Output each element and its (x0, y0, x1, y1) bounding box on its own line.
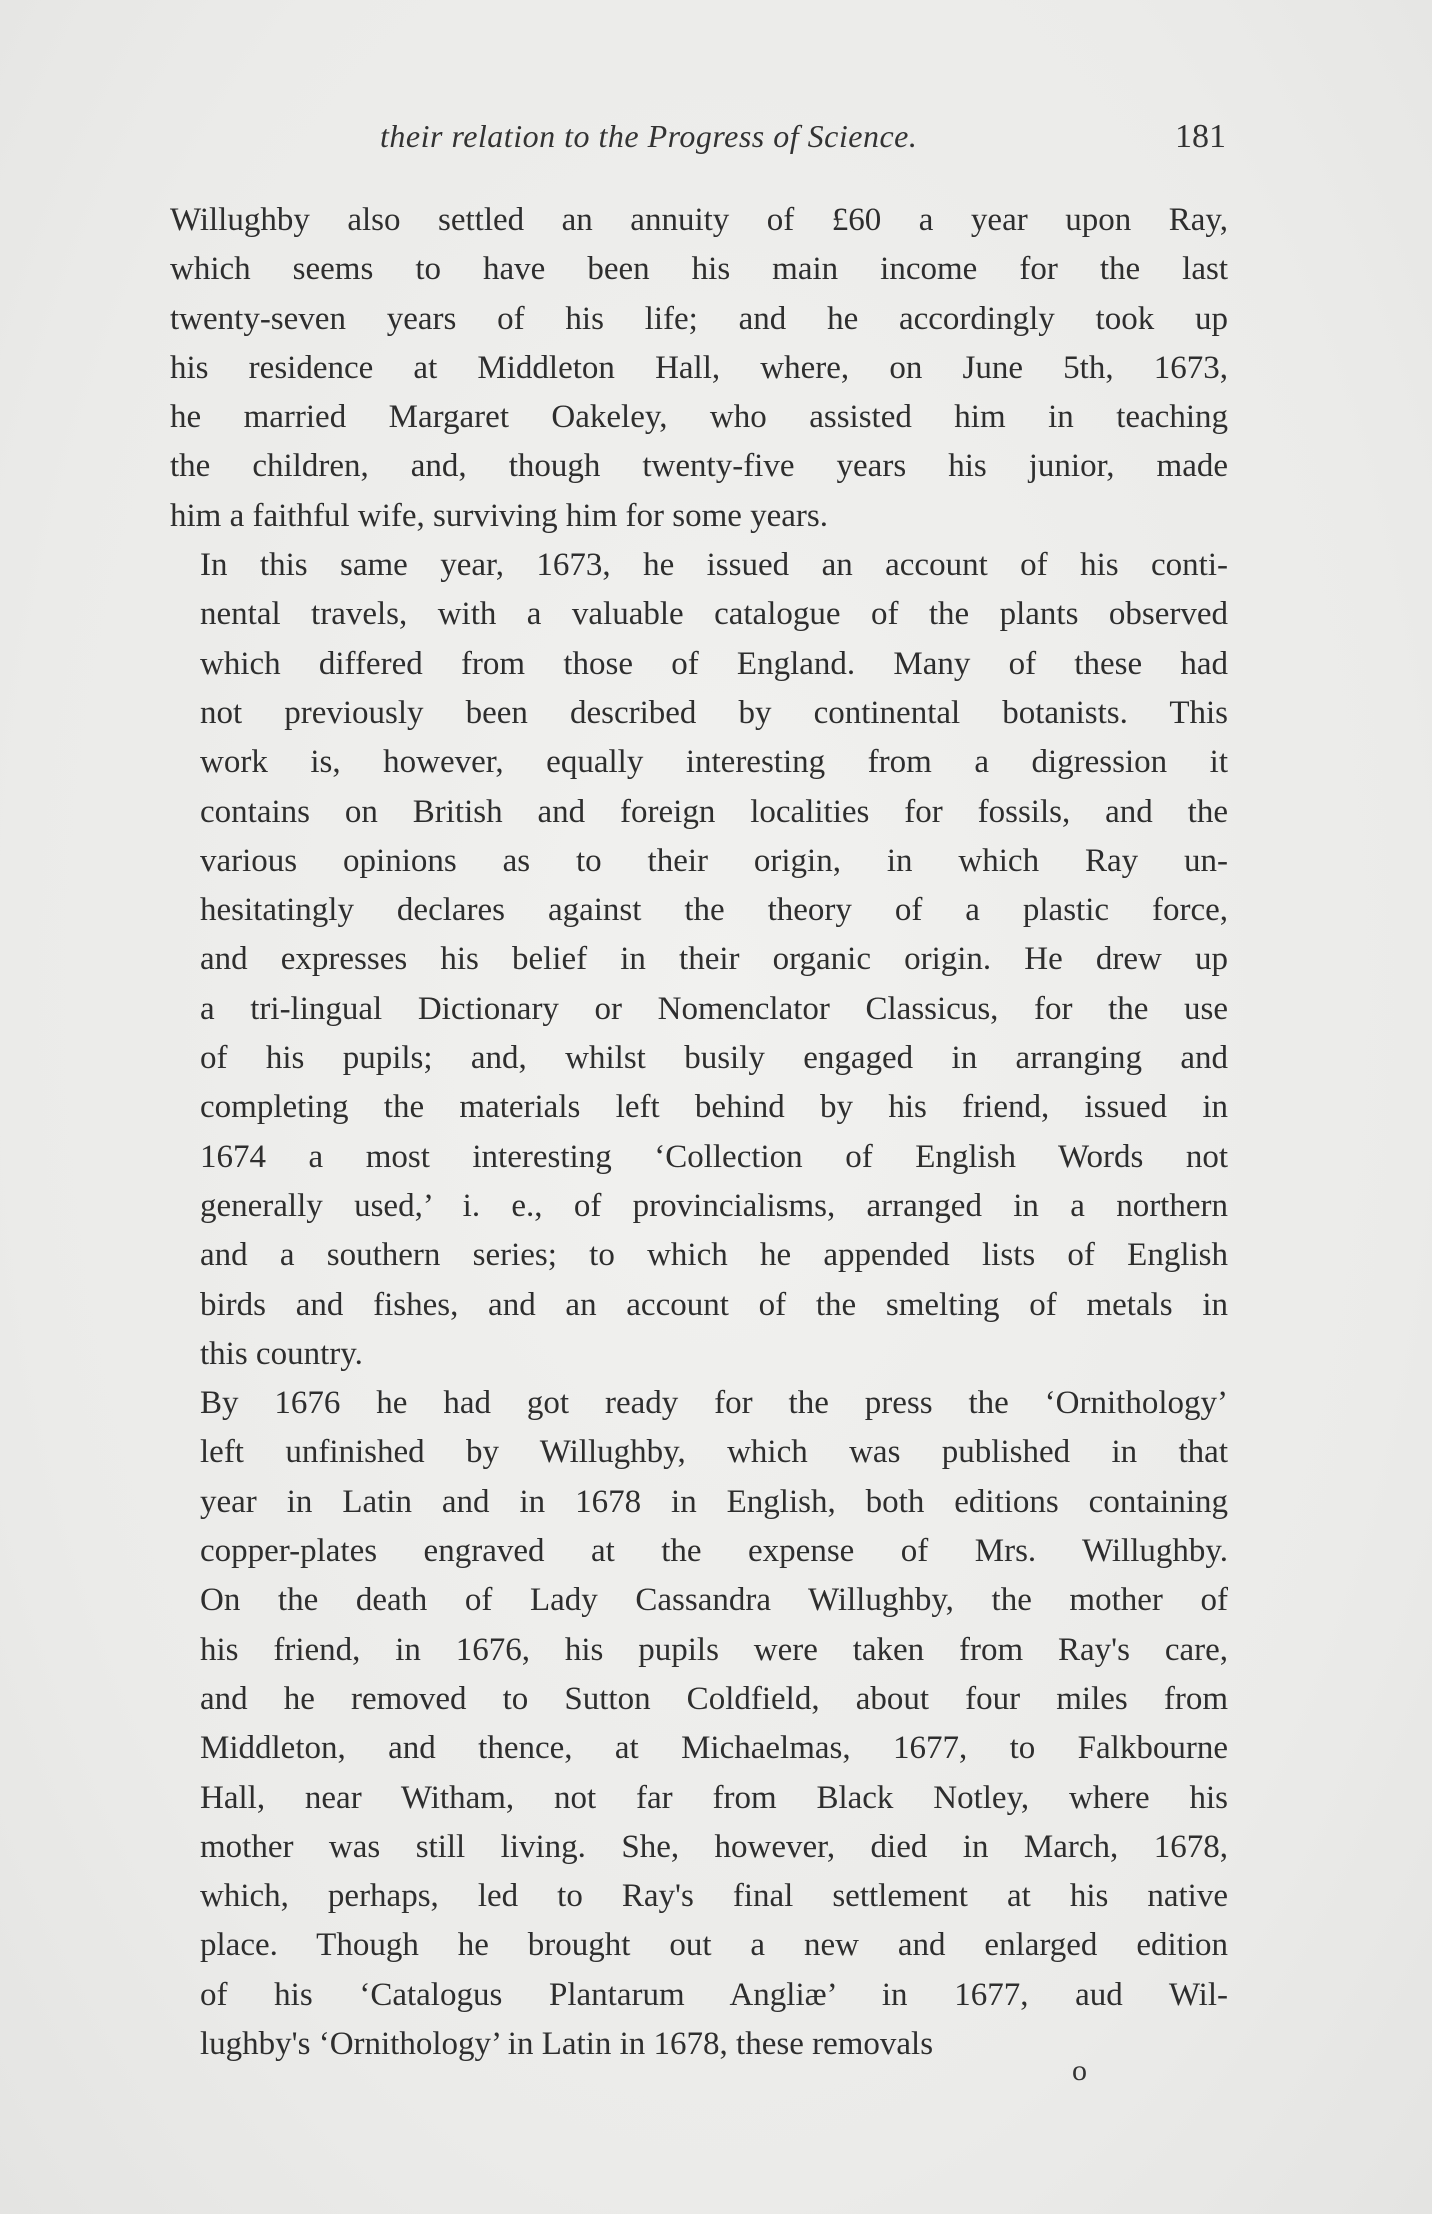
text-line: his friend, in 1676, his pupils were taken from Ray's care, (200, 1631, 1228, 1668)
text-line: nental travels, with a valuable catalogue of the plants observed (200, 596, 1228, 633)
text-line: left unfinished by Willughby, which was published in that (200, 1434, 1228, 1471)
text-line: his residence at Middleton Hall, where, on June 5th, 1673, (170, 349, 1228, 386)
text-line: 1674 a most interesting ‘Collection of English Words not (200, 1138, 1228, 1175)
text-line: not previously been described by continental botanists. This (200, 694, 1228, 731)
text-line: of his ‘Catalogus Plantarum Angliæ’ in 1677, aud Wil- (200, 1976, 1228, 2013)
text-line: of his pupils; and, whilst busily engaged in arranging and (200, 1040, 1228, 1077)
signature-mark: o (1072, 2054, 1087, 2087)
text-line: and a southern series; to which he appended lists of English (200, 1237, 1228, 1274)
text-line: him a faithful wife, surviving him for some years. (170, 497, 829, 534)
text-line: copper-plates engraved at the expense of Mrs. Willughby. (200, 1533, 1228, 1570)
running-title: their relation to the Progress of Science. (380, 118, 918, 154)
text-line: he married Margaret Oakeley, who assisted him in teaching (170, 399, 1228, 436)
paragraph (170, 1379, 1228, 2069)
text-line: Willughby also settled an annuity of £60 a year upon Ray, (170, 202, 1228, 238)
text-line: hesitatingly declares against the theory of a plastic force, (200, 892, 1228, 929)
text-line: a tri-lingual Dictionary or Nomenclator Classicus, for the use (200, 990, 1228, 1027)
text-line: which differed from those of England. Many of these had (200, 645, 1228, 682)
text-line: On the death of Lady Cassandra Willughby, the mother of (200, 1582, 1228, 1619)
text-line: various opinions as to their origin, in which Ray un- (200, 842, 1228, 879)
paragraph (170, 196, 1228, 541)
text-line: and he removed to Sutton Coldfield, about four miles from (200, 1680, 1228, 1717)
page-header (170, 118, 1228, 168)
paragraph (170, 541, 1228, 1379)
text-line: twenty-seven years of his life; and he accordingly took up (170, 300, 1228, 337)
body-text (170, 196, 1228, 2069)
text-line: birds and fishes, and an account of the smelting of metals in (200, 1286, 1228, 1323)
text-line: contains on British and foreign localities for fossils, and the (200, 793, 1228, 830)
text-line: work is, however, equally interesting from a digression it (200, 744, 1228, 781)
text-line: generally used,’ i. e., of provincialisms, arranged in a northern (200, 1187, 1228, 1224)
text-line: completing the materials left behind by his friend, issued in (200, 1089, 1228, 1126)
text-line: By 1676 he had got ready for the press the ‘Ornithology’ (200, 1385, 1228, 1422)
text-line: lughby's ‘Ornithology’ in Latin in 1678, these removals (200, 2025, 934, 2062)
text-line: year in Latin and in 1678 in English, both editions containing (200, 1483, 1228, 1520)
text-line: the children, and, though twenty-five years his junior, made (170, 448, 1228, 485)
text-line: mother was still living. She, however, died in March, 1678, (200, 1828, 1228, 1865)
text-line: Middleton, and thence, at Michaelmas, 1677, to Falkbourne (200, 1730, 1228, 1767)
text-line: this country. (200, 1335, 363, 1372)
text-line: which, perhaps, led to Ray's final settlement at his native (200, 1878, 1228, 1915)
text-line: and expresses his belief in their organic origin. He drew up (200, 941, 1228, 978)
text-line: Hall, near Witham, not far from Black Notley, where his (200, 1779, 1228, 1816)
text-line: which seems to have been his main income for the last (170, 251, 1228, 288)
page-number: 181 (1175, 118, 1226, 155)
text-line: place. Though he brought out a new and enlarged edition (200, 1927, 1228, 1964)
text-line: In this same year, 1673, he issued an account of his conti- (200, 547, 1228, 584)
